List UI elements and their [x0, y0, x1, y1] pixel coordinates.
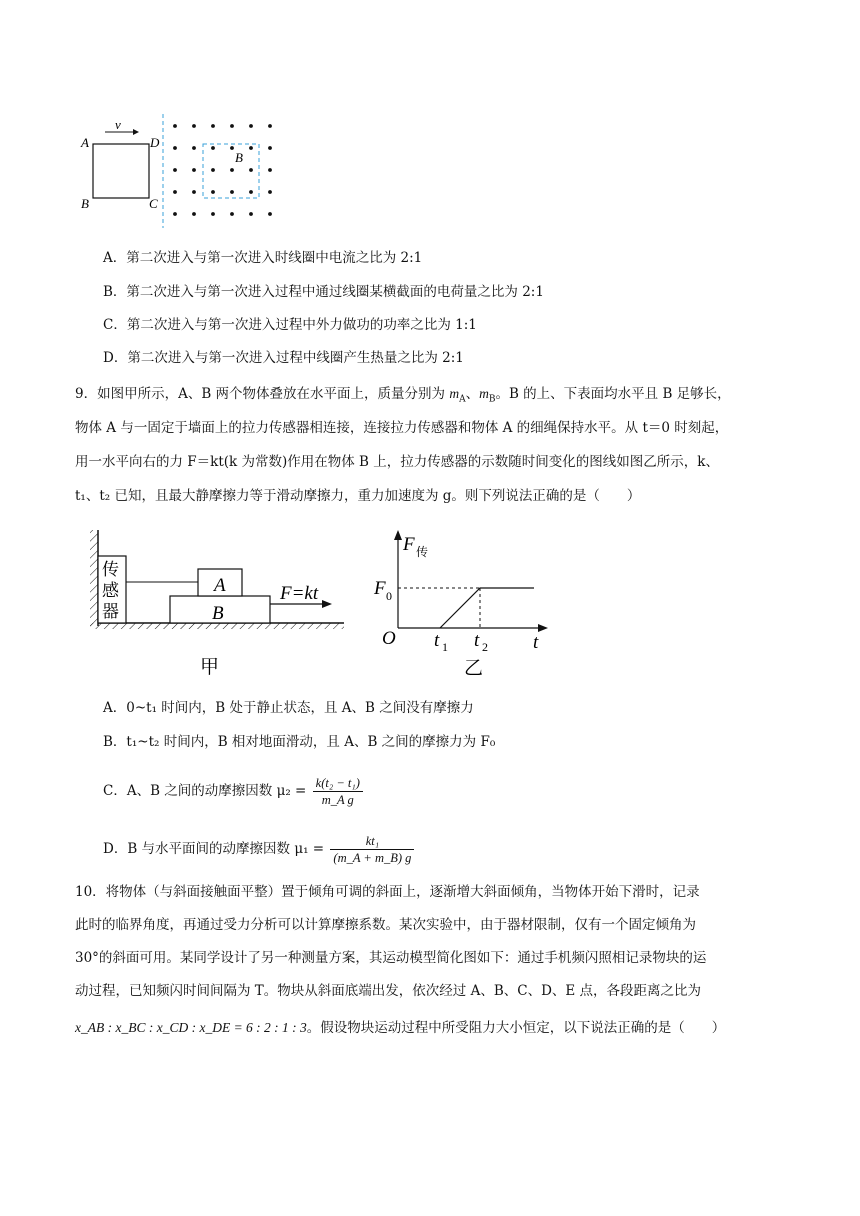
field-dot: [192, 212, 196, 216]
q9-line-1: [75, 384, 731, 410]
field-dot: [268, 124, 272, 128]
field-dot: [211, 168, 215, 172]
field-dot: [249, 190, 253, 194]
q10-line-1: 10．将物体（与斜面接触面平整）置于倾角可调的斜面上，逐渐增大斜面倾角，当物体开始下滑时，记录: [75, 884, 700, 900]
q9-option-b: B．t₁~t₂ 时间内，B 相对地面滑动，且 A、B 之间的摩擦力为 F₀: [103, 734, 496, 750]
field-dot: [211, 212, 215, 216]
q9-option-c-numerator: k(t₂ − t₁): [313, 775, 363, 792]
q10-line-5: [75, 1018, 725, 1038]
field-dot: [249, 168, 253, 172]
q8-option-b: B．第二次进入与第一次进入过程中通过线圈某横截面的电荷量之比为 2:1: [103, 284, 544, 300]
q9-option-c: [103, 772, 363, 810]
q9-option-d-text: D．B 与水平面间的动摩擦因数 μ₁ =: [103, 841, 325, 857]
field-dot: [249, 124, 253, 128]
distance-ratio: x_AB : x_BC : x_CD : x_DE = 6 : 2 : 1 : 3: [75, 1020, 307, 1035]
field-dot: [268, 146, 272, 150]
t2-label-sub: 2: [482, 640, 488, 654]
q9-line-1-pre: 9．如图甲所示，A、B 两个物体叠放在水平面上，质量分别为: [75, 386, 450, 402]
sensor-char-3: 器: [102, 602, 119, 622]
q8-option-d: D．第二次进入与第一次进入过程中线圈产生热量之比为 2:1: [103, 350, 464, 366]
sensor-force-line: [440, 588, 534, 628]
label-b: B: [81, 196, 89, 211]
q9-line-2: 物体 A 与一固定于墙面上的拉力传感器相连接，连接拉力传感器和物体 A 的细绳保持水平。从 t＝0 时刻起，: [75, 420, 729, 436]
caption-jia: 甲: [200, 656, 220, 678]
q10-line-5-post: 。假设物块运动过程中所受阻力大小恒定，以下说法正确的是（ ）: [306, 1020, 726, 1036]
coil-field-figure: [75, 112, 285, 232]
q9-option-d-fraction: [330, 833, 414, 866]
q9-option-c-fraction: [313, 775, 363, 808]
field-dot: [268, 212, 272, 216]
field-dot: [268, 190, 272, 194]
y-axis-label: F: [403, 534, 415, 555]
q9-option-a: A．0~t₁ 时间内，B 处于静止状态，且 A、B 之间没有摩擦力: [103, 700, 474, 716]
q10-line-4: 动过程，已知频闪时间间隔为 T。物块从斜面底端出发，依次经过 A、B、C、D、E 点，各段距离之比为: [75, 983, 702, 999]
label-field-b: B: [235, 150, 243, 165]
force-label: F=kt: [280, 583, 319, 604]
label-a: A: [81, 135, 89, 150]
f0-label: F: [374, 578, 386, 599]
field-dot: [173, 168, 177, 172]
q9-option-d-denominator: (m_A + m_B) g: [333, 851, 412, 865]
caption-yi: 乙: [464, 657, 484, 679]
label-v: v: [115, 117, 121, 132]
y-axis-label-sub: 传: [416, 545, 429, 559]
block-b-label: B: [212, 603, 224, 624]
field-dot: [192, 168, 196, 172]
q9-option-c-denominator: m_A g: [321, 793, 354, 807]
q9-line-1-post: 。B 的上、下表面均水平且 B 足够长，: [495, 386, 731, 402]
mass-sep: 、: [465, 386, 480, 402]
field-dot: [173, 190, 177, 194]
field-dot: [230, 190, 234, 194]
q9-option-d-numerator: kt₁: [330, 833, 414, 850]
q8-option-c: C．第二次进入与第一次进入过程中外力做功的功率之比为 1:1: [103, 317, 477, 333]
field-dot: [211, 190, 215, 194]
field-dot: [211, 146, 215, 150]
field-dot: [268, 168, 272, 172]
x-axis-label: t: [533, 632, 539, 653]
field-dots: [173, 124, 272, 216]
field-dot: [230, 146, 234, 150]
mass-b-sub: B: [488, 394, 496, 405]
q8-option-a: A．第二次进入与第一次进入时线圈中电流之比为 2:1: [103, 250, 423, 266]
origin-label: O: [382, 628, 396, 649]
t1-label-sub: 1: [442, 640, 448, 654]
q9-line-4: t₁、t₂ 已知，且最大静摩擦力等于滑动摩擦力，重力加速度为 g。则下列说法正确的是（ ）: [75, 488, 641, 504]
field-dot: [249, 146, 253, 150]
field-dot: [192, 190, 196, 194]
field-dot: [249, 212, 253, 216]
t2-label: t: [474, 630, 480, 651]
field-dot: [192, 146, 196, 150]
field-dot: [230, 212, 234, 216]
mass-a-sub: A: [459, 394, 466, 405]
block-a-label: A: [214, 575, 226, 596]
field-dot: [230, 168, 234, 172]
q10-line-2: 此时的临界角度，再通过受力分析可以计算摩擦系数。某次实验中，由于器材限制，仅有一个固定倾角为: [75, 917, 696, 933]
wall-hatch: [90, 530, 98, 626]
q9-option-d: [103, 830, 414, 868]
field-dot: [173, 124, 177, 128]
q10-line-3: 30°的斜面可用。某同学设计了另一种测量方案，其运动模型简化图如下：通过手机频闪照相记录物块的运: [75, 950, 707, 966]
mass-b: m: [479, 386, 489, 401]
field-dot: [173, 146, 177, 150]
f0-label-sub: 0: [386, 589, 392, 603]
coil-square: [93, 144, 149, 198]
q9-line-3: 用一水平向右的力 F＝kt(k 为常数)作用在物体 B 上，拉力传感器的示数随时间变化的图线如图乙所示，k、: [75, 454, 719, 470]
figure-jia: [88, 526, 350, 681]
field-dot: [173, 212, 177, 216]
q9-option-c-text: C．A、B 之间的动摩擦因数 μ₂ =: [103, 783, 307, 799]
sensor-char-1: 传: [102, 560, 119, 580]
field-dot: [230, 124, 234, 128]
label-d: D: [150, 135, 160, 150]
label-c: C: [149, 196, 158, 211]
field-dot: [211, 124, 215, 128]
mass-a: m: [449, 386, 460, 401]
field-dot: [192, 124, 196, 128]
t1-label: t: [434, 630, 440, 651]
figure-yi: [368, 526, 558, 681]
sensor-char-2: 感: [102, 581, 119, 601]
